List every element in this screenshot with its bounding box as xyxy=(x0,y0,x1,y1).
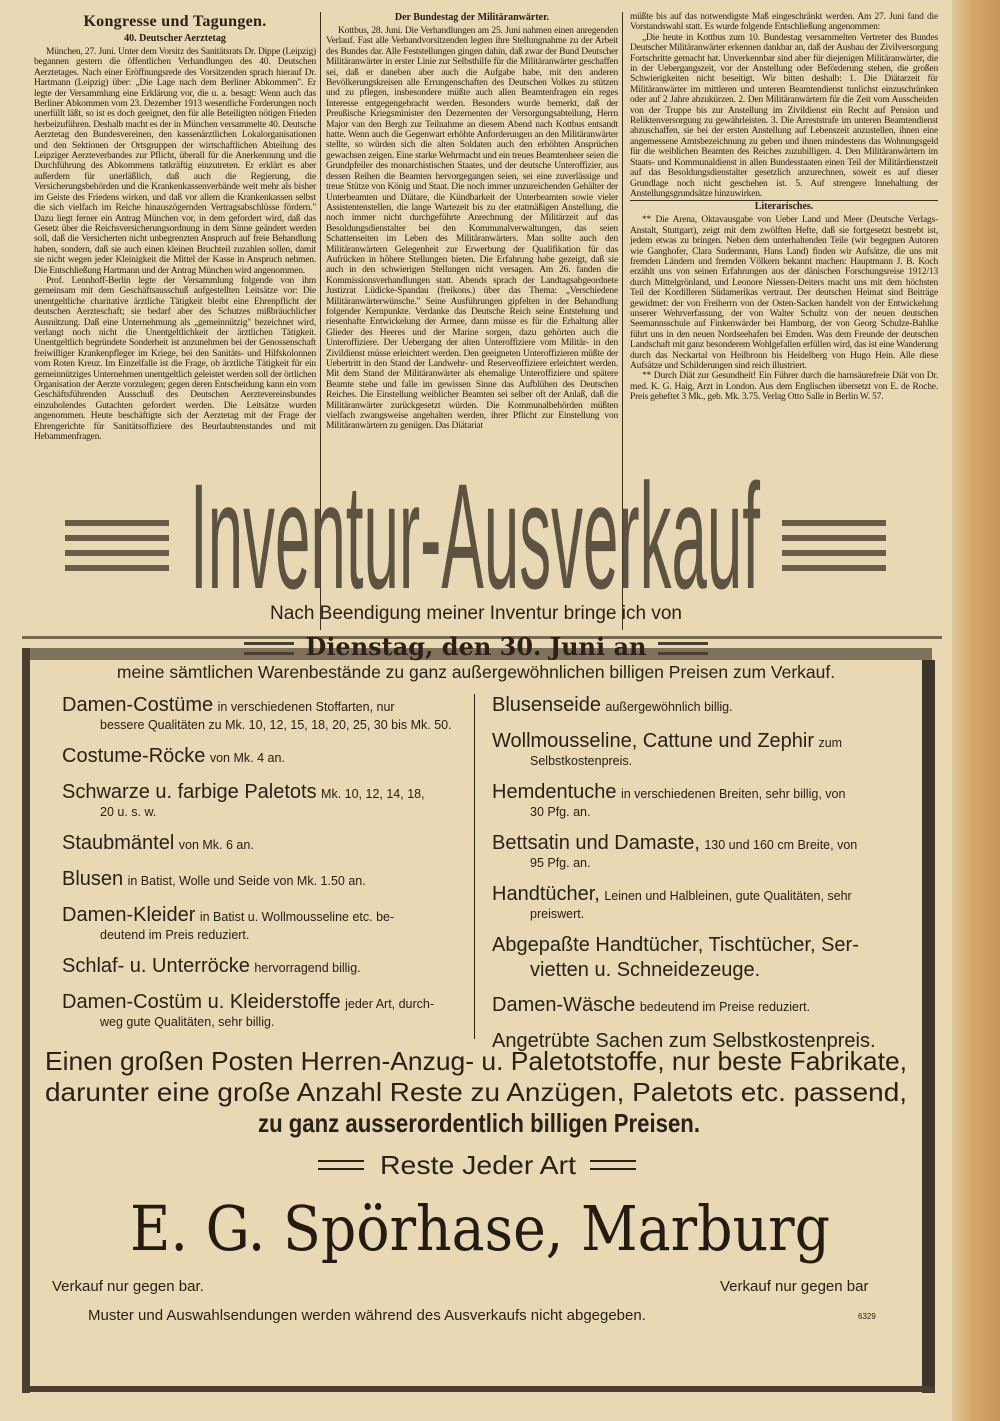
ad-intro: Nach Beendigung meiner Inventur bringe ich von xyxy=(270,603,682,624)
ad-item: Damen-Costüm u. Kleiderstoffe jeder Art, durch- weg gute Qualitäten, sehr billig. xyxy=(62,991,435,1029)
ad-item: Bettsatin und Damaste, 130 und 160 cm Breite, von 95 Pfg. an. xyxy=(492,832,858,870)
ad-item: Hemdentuche in verschiedenen Breiten, sehr billig, von 30 Pfg. an. xyxy=(492,781,846,819)
reste-label xyxy=(380,1150,576,1180)
article-paragraph: Prof. Lennhoff-Berlin legte der Versammlung folgende von ihm gemeinsam mit dem Geschäftsausschuß aufgestellten Leitsätze vor: Die unentgeltliche charitative ärztliche Tätigkeit bleibt eine Ehrenpflicht der deutschen Aerzteschaft; sie bedarf aber des Schutzes mißbräuchlicher Ausnützung. Daß eine Unternehmung als „gemeinnützig" bezeichnet wird, verlangt noch nicht die Unentgeltlichkeit der ärztlichen Tätigkeit. Unentgeltlich begründete Sonderheit ist anzunehmen bei der Genossenschaft freiwilliger Krankenpfleger im Kriege, bei den Sanitäts- und Hilfskolonnen vom Roten Kreuz. Im Einzelfalle ist die Frage, ob ärztliche Tätigkeit für ein gemeinnütziges Unternehmen unentgeltlich geleistet werden soll der örtlichen Organisation der Aerzte vorzulegen; gegen deren Entscheidung kann ein vom Geschäftsführenden Ausschuß des Deutschen Aerztevereinsbundes einzuholendes Gutachten gefordert werden. Die Leitsätze wurden angenommen. Heute beschäftigte sich der Aerztetag mit der Frage der Ehrengerichte für Sanitätsoffiziere des Beurlaubtenstandes und mit Hebammenfragen. xyxy=(34,275,316,443)
article-paragraph: Kottbus, 28. Juni. Die Verhandlungen am 25. Juni nahmen einen anregenden Verlauf. Fast alle Verbandvorsitzenden legten ihre Stellungnahme zu der Arbeit des Bundes dar. Alle Feststellungen gingen dahin, daß zwar der Bund Deutscher Militäranwärter in erster Linie zur Selbsthilfe für die Militäranwärter geschaffen sei, daß er daneben aber auch die Aufgabe habe, mit den anderen Bevölkerungskreisen alle Errungenschaften des Deutschen Volkes zu stützen und zu pflegen, insbesondere müßte auch allen Beamtenfragen ein reges Interesse entgegengebracht werden. Besonders wurde bemerkt, daß der Preußische Kriegsminister den Dezernenten der Versorgungsabteilung, Herrn Major van den Bergh zur Teilnahme an diesem Abend nach Kottbus entsandt hatte. Wenn auch die Gegenwart erhöhte Anforderungen an den Militäranwärter stellte, so würden sich die alten Soldaten auch den erhöhten Ansprüchen gewachsen zeigen. Eine starke Wehrmacht und ein treues Beamtenheer seien die Grundpfeiler des monarchistischen Staates, und der deutsche Unteroffizier, aus dessen Reihen die Beamten hervorgegangen seien, sei eine zuverlässige und treue Stütze von König und Staat. Die noch immer unzureichenden Gehälter der Unterbeamten und Diätare, die Kündbarkeit der Unterbeamten sowie vieler Assistentenstellen, die lange Wartezeit bis zu der etatmäßigen Anstellung, die noch immer nicht durchgeführte Anrechnung der Militärzeit auf das Besoldungsdienstalter bei den Kommunalverwaltungen, das seien Schattenseiten im Leben des Militäranwärters. Man sollte auch den Militäranwärtern Gelegenheit zur Erwerbung der Qualifikation für das Aufrücken in höhere Stellungen bieten. Die Erfahrung habe gezeigt, daß sie auch in den schwierigen Stellungen nicht versagen. Am 26. fanden die Kommissionsverhandlungen statt. Abends sprach der Landtagsabgeordnete Justizrat Lüdicke-Spandau (freikons.) über das Thema: „Verschiedene Militäranwärterwünsche." Seine Ausführungen gipfelten in der Behandlung folgender Kernpunkte. Verdanke das Deutsche Reich seine Entstehung und riesenhafte Entwickelung der Armee, dann müsse es für die Erhaltung aller Glieder des Heeres und der Marine sorgen, dazu gehörten auch die Unteroffiziere. Der Uebergang der alten Unteroffiziere vom Militär- in den Zivildienst müsse erleichtert werden. Den geeigneten Unteroffizieren müßte der Uebertritt in den Stand der Landwehr- und Reserveoffiziere erleichtert werden. Mit dem Stand der Militäranwärter als ehemalige Unteroffiziere und spätere Beamte stehe und falle im gewissen Sinne das Aufblühen des Deutschen Reiches. Die Einstellung weiblicher Beamten sei selber oft der Anlaß, daß die Militäranwärter zurückgesetzt würden. Die Kommunalbehörden müßten vielfach zwangsweise angehalten werden, ihrer Pflicht zur Einstellung von Militäranwärtern zu genügen. Das Diätariat xyxy=(326,26,618,432)
ad-border-left xyxy=(22,648,30,1393)
ad-item: Wollmousseline, Cattune und Zephir zum Selbstkostenpreis. xyxy=(492,730,843,768)
ad-number: 6329 xyxy=(858,1312,876,1321)
ad-item: Damen-Wäsche bedeutend im Preise reduziert. xyxy=(492,994,811,1016)
article-heading: 40. Deutscher Aerztetag xyxy=(124,33,226,44)
ad-intro-2: meine sämtlichen Warenbestände zu ganz außergewöhnlichen billigen Preisen zum Verkauf. xyxy=(116,662,836,682)
ad-item: Blusenseide außergewöhnlich billig. xyxy=(492,694,733,716)
ad-item: Costume-Röcke von Mk. 4 an. xyxy=(62,745,285,767)
ad-column-divider xyxy=(474,694,475,1039)
ad-item: Damen-Costüme in verschiedenen Stoffarten, nur bessere Qualitäten zu Mk. 10, 12, 15, 18, 20, 25, 30 bis Mk. 50. xyxy=(62,694,452,732)
page-edge xyxy=(952,0,1000,1421)
firm-name xyxy=(130,1192,830,1265)
ad-item: Schwarze u. farbige Paletots Mk. 10, 12, 14, 18, 20 u. s. w. xyxy=(62,781,425,819)
ad-title-text: Inventur-Ausverkauf xyxy=(190,452,761,620)
article-heading: Literarisches. xyxy=(754,201,814,213)
article-paragraph: München, 27. Juni. Unter dem Vorsitz des Sanitätsrats Dr. Dippe (Leipzig) begannen gestern die öffentlichen Verhandlungen des 40. Deutschen Aerztetages. Nach einer Eröffnungsrede des Vorsitzenden sprach hierauf Dr. Hartmann (Leipzig) über: „Die Lage nach dem Berliner Abkommen". Er legte der Versammlung eine Erklärung vor, die u. a. besagt: Wenn auch das Berliner Abkommen vom 23. Dezember 1913 wesentliche Forderungen noch unerfüllt läßt, so ist es doch geeignet, den für alle Beteiligten nötigen Frieden herbeizuführen. Deshalb macht es der in München versammelte 40. Deutsche Aerztetag den Bundesvereinen, den kassenärztlichen Lokalorganisationen und den Sektionen der Ortsgruppen der wirtschaftlichen Abteilung des Leipziger Aerzteverbandes zur Pflicht, überall für die Anerkennung und die Durchführung des Abkommens tatkräftig einzutreten. Er erklärt es aber außerdem für unerläßlich, daß auch die Regierung, die Versicherungsbehörden und die Krankenkassenverbände weit mehr als bisher im Geiste des Friedens wirken, und daß vor allem die Krankenkassen selbst die sich vielfach im Reiche hinauszögernden Vertragsabschlüsse fördern." Dazu liegt ferner ein Antrag München vor, in dem gefordert wird, daß das Gesetz über die Reichsversicherungsordnung in dem Sinne geändert werden soll, daß die Versicherten nicht unbegrenzten Anspruch auf freie Behandlung haben, sondern, daß sie auch einen kleinen Bruchteil zuzahlen sollen, damit sie nicht wegen jeder Kleinigkeit die Mittel der Kasse in Anspruch nehmen. Die Entschließung Hartmann und der Antrag München wird angenommen. xyxy=(34,47,316,276)
decor-bars xyxy=(244,642,294,655)
ad-border-bottom xyxy=(22,1386,935,1392)
section-heading: Kongresse und Tagungen. xyxy=(83,13,267,30)
column-literarisches xyxy=(630,12,938,403)
reste-text: Reste Jeder Art xyxy=(380,1150,577,1180)
offer-text: darunter eine große Anzahl Reste zu Anzügen, Paletots etc. passend, xyxy=(45,1077,907,1107)
firm-name-text: E. G. Spörhase, Marburg xyxy=(130,1192,830,1265)
decor-bars-left xyxy=(65,520,169,580)
decor-bars xyxy=(590,1160,636,1170)
ad-list-right xyxy=(492,694,912,1066)
decor-bars xyxy=(658,642,708,655)
decor-bars xyxy=(318,1160,364,1170)
ad-item: Damen-Kleider in Batist u. Wollmousseline etc. be- deutend im Preis reduziert. xyxy=(62,904,395,942)
ad-list-left xyxy=(62,694,470,1042)
ad-item: Angetrübte Sachen zum Selbstkostenpreis. xyxy=(492,1030,876,1052)
column-kongresse xyxy=(34,12,316,442)
cash-note-left: Verkauf nur gegen bar. xyxy=(52,1278,204,1295)
ad-border-right xyxy=(922,660,935,1393)
date-text: Dienstag, den 30. Juni an xyxy=(305,632,647,661)
article-heading: Der Bundestag der Militäranwärter. xyxy=(394,12,550,23)
ad-item: Handtücher, Leinen und Halbleinen, gute Qualitäten, sehr preiswert. xyxy=(492,883,852,921)
ad-item: Blusen in Batist, Wolle und Seide von Mk. 1.50 an. xyxy=(62,868,366,890)
cash-note-right: Verkauf nur gegen bar xyxy=(720,1278,869,1295)
ad-offer-line-3 xyxy=(258,1108,700,1138)
article-paragraph: ** Die Arena, Oktavausgabe von Ueber Land und Meer (Deutsche Verlags-Anstalt, Stuttgart), zeigt mit dem zwölften Hefte, daß sie fortgesetzt bestrebt ist, jedem etwas zu bringen. Neben dem unterhaltenden Teile (wir begegnen Autoren wie Ganghofer, Clara Sudermann, Hans Land) finden wir Aufsätze, die uns mit fremden Ländern und fremden Völkern bekannt machen: Hauptmann J. B. Koch erzählt uns von seinen Erfahrungen aus der dänischen Forschungsreise 1912/13 durch Mittelgrönland, und Leonore Niessen-Deiters macht uns mit dem höchsten Teil der Kordilleren Südamerikas vertraut. Der deutschen Heimat sind Beiträge gewidmet: der von Freiherrn von der Osten-Sacken handelt von der Entwickelung unserer Wehrverfassung, der von Walter Schultz von der neuen deutschen Seemannsschule auf Finkenwärder bei Hamburg, der von Georg Schulze-Bahlke führt uns in den neuen Nordseehafen bei Emden. Was dem Freunde der deutschen Landschaft mit ganz besonderem Wohlgefallen erfüllen wird, das ist eine Wanderung durch das Neckartal von Heilbronn bis Heidelberg von Hugo Hein. Alle diese Aufsätze und Schilderungen sind reich illustriert. xyxy=(630,215,938,371)
ad-offer-line-1 xyxy=(45,1046,907,1076)
shipping-note: Muster und Auswahlsendungen werden während des Ausverkaufs nicht abgegeben. xyxy=(88,1307,646,1324)
decor-bars-right xyxy=(782,520,886,580)
article-paragraph: „Die heute in Kottbus zum 10. Bundestag versammelten Vertreter des Bundes Deutscher Militäranwärter erkennen dankbar an, daß der Ausbau der Zivilversorgung Fortschritte gemacht hat. Unverkennbar sind aber für diejenigen Militäranwärter, die in der Uebergangszeit, vor der Anstellung oder Beförderung stehen, die großen Schwierigkeiten nicht beseitigt. Wir bitten deshalb: 1. Die Diätarzeit für Militäranwärter im mittleren und unteren Beamtendienst tunlichst einzuschränken oder auf 2 Jahre abzukürzen. 2. Den Militäranwärtern für die Zeit vom Ausscheiden von der Truppe bis zur Anstellung im Zivildienst ein Recht auf Pension und Reliktenversorgung zu gewährleisten. 3. Die Arreststrafe im unteren Beamtendienst abzuschaffen, sie bei der ersten Anstellung auf Lebenszeit anzustellen, ihnen eine angemessene Amtsbezeichnung zu geben und ihnen mindestens das Wohnungsgeld für die weiblichen Beamten des Reiches zuzubilligen. 4. Den Militäranwärtern im Staats- und Kommunaldienst in allen Bundesstaaten einen Teil der Militärdienstzeit auf das Besoldungsdienstalter gesetzlich anzurechnen, soweit es auf dieser Grundlage noch nicht geschehen ist. 5. Auf strengere Innehaltung der Anstellungsgrundsätze hinzuwirken. xyxy=(630,33,938,202)
ad-offer-line-2 xyxy=(45,1077,907,1107)
ad-reste xyxy=(318,1150,648,1180)
column-bundestag xyxy=(326,12,618,432)
ad-item: Staubmäntel von Mk. 6 an. xyxy=(62,832,254,854)
ad-date xyxy=(30,632,922,661)
ad-item: Schlaf- u. Unterröcke hervorragend billig. xyxy=(62,955,361,977)
offer-text: zu ganz ausserordentlich billigen Preisen. xyxy=(258,1108,700,1138)
ad-item: Abgepaßte Handtücher, Tischtücher, Ser- vietten u. Schneidezeuge. xyxy=(492,934,859,981)
offer-text: Einen großen Posten Herren-Anzug- u. Paletotstoffe, nur beste Fabrikate, xyxy=(45,1046,907,1076)
article-paragraph: ** Durch Diät zur Gesundheit! Ein Führer durch die harnsäurefreie Diät von Dr. med. K. G. Haig, Arzt in London. Aus dem Englischen übersetzt von E. de Roche. Preis geheftet 3 Mk., geb. Mk. 3.75. Verlag Otto Salle in Berlin W. 57. xyxy=(630,371,938,403)
article-paragraph: müßte bis auf das notwendigste Maß eingeschränkt werden. Am 27. Juni fand die Vorstandswahl statt. Es wurde folgende Entschließung angenommen: xyxy=(630,12,938,33)
